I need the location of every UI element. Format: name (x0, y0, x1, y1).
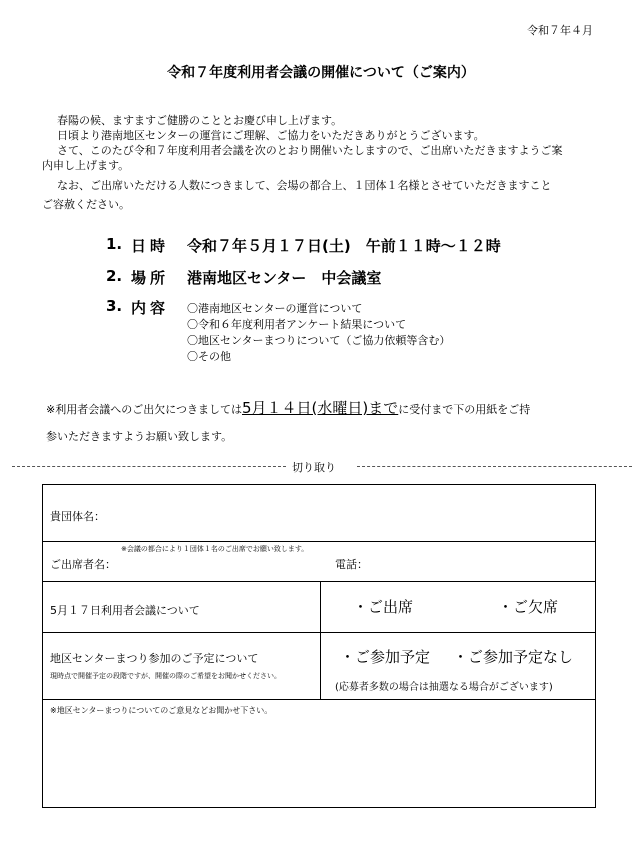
notice-suffix: に受付まで下の用紙をご持 (398, 403, 531, 416)
notice-deadline: 5月１４日(水曜日)まで (242, 399, 399, 417)
item-label-place: 場所 (131, 269, 170, 287)
cut-line-left (12, 466, 286, 467)
form-divider (43, 541, 595, 542)
one-per-group-note: ※会議の都合により１団体１名のご出席でお願い致します。 (121, 545, 309, 553)
item-number-place: 2. (106, 267, 123, 285)
cut-label: 切り取り (292, 461, 336, 474)
content-item: 〇地区センターまつりについて（ご協力依頼等含む） (187, 334, 451, 347)
content-item: 〇令和６年度利用者アンケート結果について (187, 318, 407, 331)
document-date: 令和７年４月 (527, 24, 593, 37)
item-label-datetime: 日時 (131, 237, 170, 255)
form-divider (43, 581, 595, 582)
paragraph-line: 春陽の候、ますますご健勝のこととお慶び申し上げます。 (46, 114, 343, 127)
planned-option[interactable]: ・ご参加予定 (340, 648, 431, 666)
org-name-label: 貴団体名： (50, 510, 105, 523)
attend-option[interactable]: ・ご出席 (353, 598, 414, 616)
item-number-datetime: 1. (106, 235, 123, 253)
item-label-contents: 内容 (131, 299, 170, 317)
form-column-divider (320, 581, 321, 699)
document-title: 令和７年度利用者会議の開催について（ご案内） (167, 65, 475, 81)
item-number-contents: 3. (106, 297, 123, 315)
notice-prefix: ※利用者会議へのご出欠につきましては (46, 403, 242, 416)
item-value-datetime: 令和７年５月１７日(土) 午前１１時～１２時 (187, 237, 501, 255)
paragraph-line: ご容赦ください。 (42, 198, 130, 211)
phone-label: 電話： (335, 558, 368, 571)
item-value-place: 港南地区センター 中会議室 (187, 269, 382, 287)
paragraph-line: 内申し上げます。 (42, 159, 130, 172)
opinion-label: ※地区センターまつりについてのご意見などお聞かせ下さい。 (50, 706, 273, 715)
deadline-notice (46, 397, 530, 418)
paragraph-line: 日頃より港南地区センターの運営にご理解、ご協力をいただきありがとうございます。 (46, 129, 485, 142)
absent-option[interactable]: ・ご欠席 (498, 598, 559, 616)
paragraph-line: なお、ご出席いただける人数につきまして、会場の都合上、１団体１名様とさせていただきますこと (46, 179, 552, 192)
cut-line-right (357, 466, 632, 467)
meeting-label: 5月１７日利用者会議について (50, 604, 200, 617)
form-divider (43, 699, 595, 700)
festival-label: 地区センターまつり参加のご予定について (50, 652, 259, 665)
content-item: 〇その他 (187, 350, 231, 363)
reply-form (42, 484, 596, 808)
notice-line2: 参いただきますようお願い致します。 (46, 430, 233, 443)
attendee-name-label: ご出席者名： (50, 558, 116, 571)
paragraph-line: さて、このたび令和７年度利用者会議を次のとおり開催いたしますので、ご出席いただきますようご案 (46, 144, 563, 157)
content-item: 〇港南地区センターの運営について (187, 302, 363, 315)
festival-note: 現時点で開催予定の段階ですが、開催の際のご希望をお聞かせください。 (50, 672, 281, 680)
lottery-note: (応募者多数の場合は抽選なる場合がございます) (335, 682, 553, 693)
form-divider (43, 632, 595, 633)
not-planned-option[interactable]: ・ご参加予定なし (453, 648, 574, 666)
